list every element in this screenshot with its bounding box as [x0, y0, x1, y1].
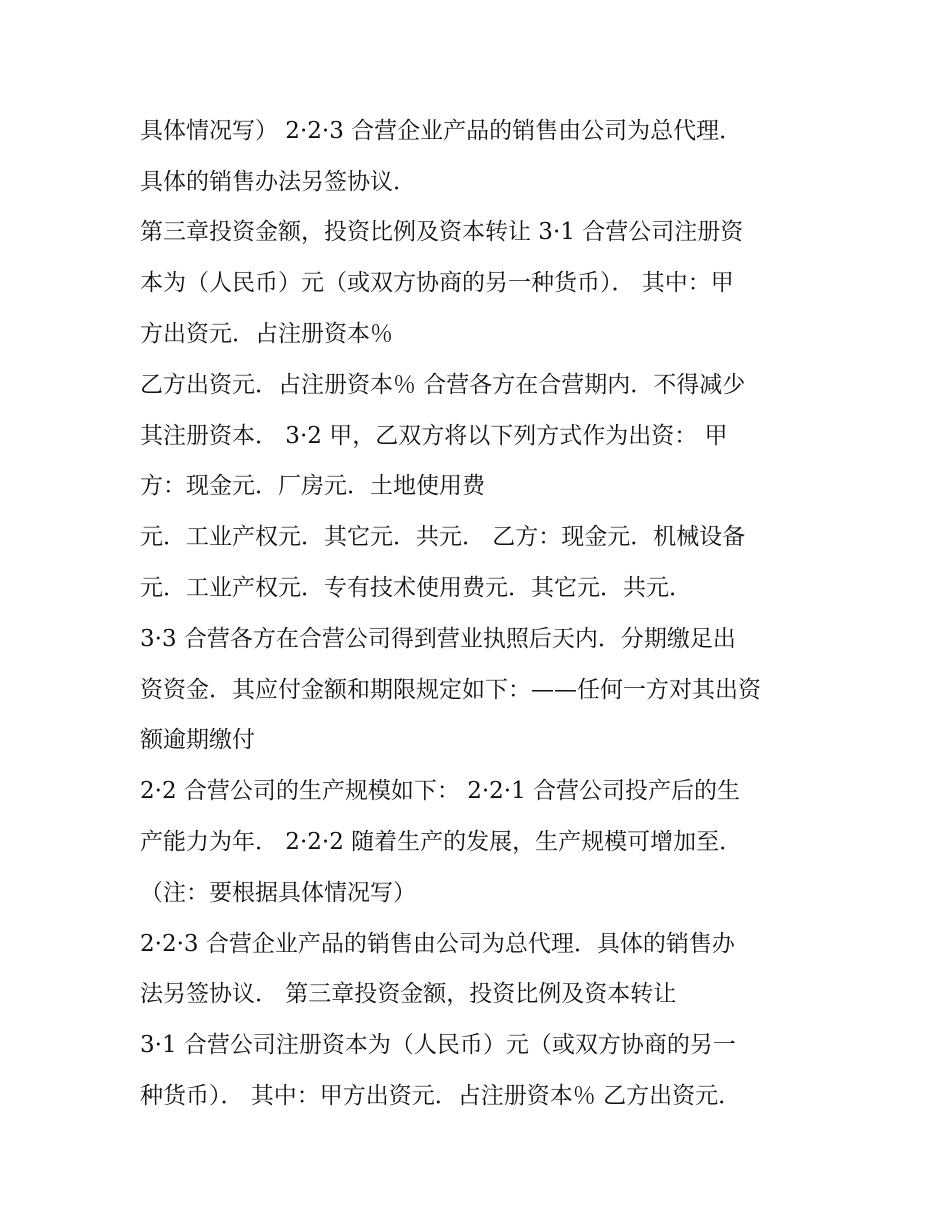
text-line: 元．工业产权元．其它元．共元． 乙方：现金元．机械设备	[140, 524, 746, 550]
text-line: 产能力为年． 2·2·2 随着生产的发展，生产规模可增加至．	[140, 829, 743, 855]
text-line: 2·2·3 合营企业产品的销售由公司为总代理．具体的销售办	[140, 931, 735, 957]
text-line: 方：现金元．厂房元．土地使用费	[140, 473, 485, 499]
text-line: 具体的销售办法另签协议．	[140, 169, 416, 195]
text-line: 本为（人民币）元（或双方协商的另一种货币）． 其中：甲	[140, 270, 734, 296]
text-line: 3·3 合营各方在合营公司得到营业执照后天内．分期缴足出	[140, 626, 736, 652]
text-line: 第三章投资金额，投资比例及资本转让 3·1 合营公司注册资	[140, 219, 744, 245]
text-line: 其注册资本． 3·2 甲，乙双方将以下列方式作为出资： 甲	[140, 423, 728, 449]
text-line: 法另签协议． 第三章投资金额，投资比例及资本转让	[140, 981, 677, 1007]
text-line: 乙方出资元．占注册资本％ 合营各方在合营期内．不得减少	[140, 372, 746, 398]
text-line: 种货币）． 其中：甲方出资元．占注册资本％ 乙方出资元．	[140, 1083, 742, 1109]
text-line: 2·2 合营公司的生产规模如下： 2·2·1 合营公司投产后的生	[140, 778, 741, 804]
text-line: 额逾期缴付	[140, 727, 255, 753]
text-line: 元．工业产权元．专有技术使用费元．其它元．共元．	[140, 575, 692, 601]
text-line: 3·1 合营公司注册资本为（人民币）元（或双方协商的另一	[140, 1032, 736, 1058]
text-line: 具体情况写） 2·2·3 合营企业产品的销售由公司为总代理．	[140, 118, 743, 144]
text-line: 资资金．其应付金额和期限规定如下：——任何一方对其出资	[140, 677, 761, 703]
text-line: 方出资元．占注册资本％	[140, 321, 393, 347]
text-line: （注：要根据具体情况写）	[140, 880, 416, 906]
